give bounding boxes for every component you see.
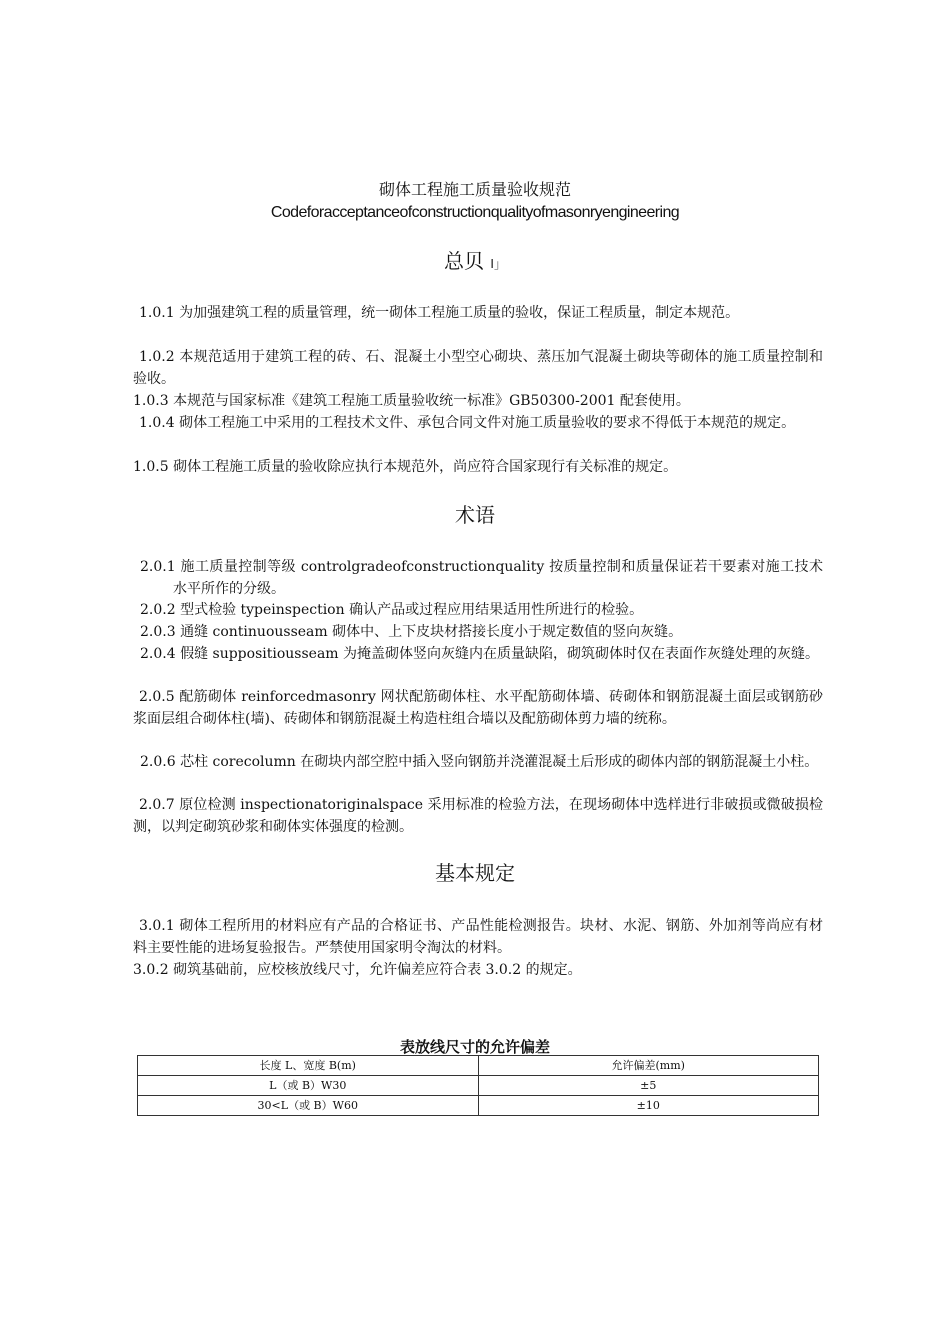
clause-3-0-2: 3.0.2 砌筑基础前，应校核放线尺寸，允许偏差应符合表 3.0.2 的规定。 bbox=[133, 962, 582, 978]
section-heading-terms: 术语 bbox=[455, 503, 495, 527]
document-title-chinese: 砌体工程施工质量验收规范 bbox=[378, 180, 571, 199]
clause-2-0-7: 2.0.7 原位检测 inspectionatoriginalspace 采用标准的检验方法，在现场砌体中选样进行非破损或微破损检测，以判定砌筑砂浆和砌体实体强度的检测。 bbox=[133, 797, 823, 835]
table-cell: L（或 B）W30 bbox=[138, 1076, 479, 1096]
clause-2-0-1: 2.0.1 施工质量控制等级 controlgradeofconstructionquality 按质量控制和质量保证若干要素对施工技术水平所作的分级。 bbox=[140, 559, 823, 597]
clause-1-0-4: 1.0.4 砌体工程施工中采用的工程技术文件、承包合同文件对施工质量验收的要求不得低于本规范的规定。 bbox=[139, 415, 796, 431]
section-heading-general-text: 总贝 bbox=[444, 249, 485, 273]
table-header-row bbox=[138, 1056, 819, 1076]
document-title-english: Codeforacceptanceofconstructionqualityofmasonryengineering bbox=[270, 204, 680, 221]
clause-1-0-2: 1.0.2 本规范适用于建筑工程的砖、石、混凝土小型空心砌块、蒸压加气混凝土砌块等砌体的施工质量控制和验收。 bbox=[133, 349, 823, 387]
table-header-cell: 允许偏差(mm) bbox=[478, 1056, 819, 1076]
section-heading-general bbox=[0, 248, 950, 277]
clause-2-0-6: 2.0.6 芯柱 corecolumn 在砌块内部空腔中插入竖向钢筋并浇灌混凝土后形成的砌体内部的钢筋混凝土小柱。 bbox=[140, 754, 819, 770]
table-cell: 30<L（或 B）W60 bbox=[138, 1096, 479, 1116]
tolerance-table bbox=[137, 1055, 819, 1116]
clause-3-0-1: 3.0.1 砌体工程所用的材料应有产品的合格证书、产品性能检测报告。块材、水泥、钢筋、外加剂等尚应有材料主要性能的进场复验报告。严禁使用国家明令淘汰的材料。 bbox=[133, 918, 823, 956]
clause-2-0-3: 2.0.3 通缝 continuousseam 砌体中、上下皮块材搭接长度小于规定数值的竖向灰缝。 bbox=[140, 624, 683, 640]
table-row bbox=[138, 1076, 819, 1096]
clause-2-0-2: 2.0.2 型式检验 typeinspection 确认产品或过程应用结果适用性所进行的检验。 bbox=[140, 602, 644, 618]
table-title: 表放线尺寸的允许偏差 bbox=[399, 1038, 550, 1056]
table-cell: ±5 bbox=[478, 1076, 819, 1096]
table-cell: ±10 bbox=[478, 1096, 819, 1116]
clause-1-0-5: 1.0.5 砌体工程施工质量的验收除应执行本规范外，尚应符合国家现行有关标准的规定。 bbox=[133, 459, 678, 475]
section-heading-general-suffix: I」 bbox=[490, 257, 506, 271]
clause-2-0-4: 2.0.4 假缝 suppositiousseam 为掩盖砌体竖向灰缝内在质量缺陷，砌筑砌体时仅在表面作灰缝处理的灰缝。 bbox=[140, 646, 820, 662]
section-heading-basic-rules: 基本规定 bbox=[435, 861, 515, 885]
clause-2-0-5: 2.0.5 配筋砌体 reinforcedmasonry 网状配筋砌体柱、水平配筋砌体墙、砖砌体和钢筋混凝土面层或钢筋砂浆面层组合砌体柱(墙)、砖砌体和钢筋混凝土构造柱组合墙以及配筋砌体剪力墙的统称。 bbox=[133, 689, 823, 727]
table-row bbox=[138, 1096, 819, 1116]
table-header-cell: 长度 L、宽度 B(m) bbox=[138, 1056, 479, 1076]
clause-1-0-1: 1.0.1 为加强建筑工程的质量管理，统一砌体工程施工质量的验收，保证工程质量，制定本规范。 bbox=[139, 305, 740, 321]
clause-1-0-3: 1.0.3 本规范与国家标准《建筑工程施工质量验收统一标准》GB50300-2001 配套使用。 bbox=[133, 393, 690, 409]
